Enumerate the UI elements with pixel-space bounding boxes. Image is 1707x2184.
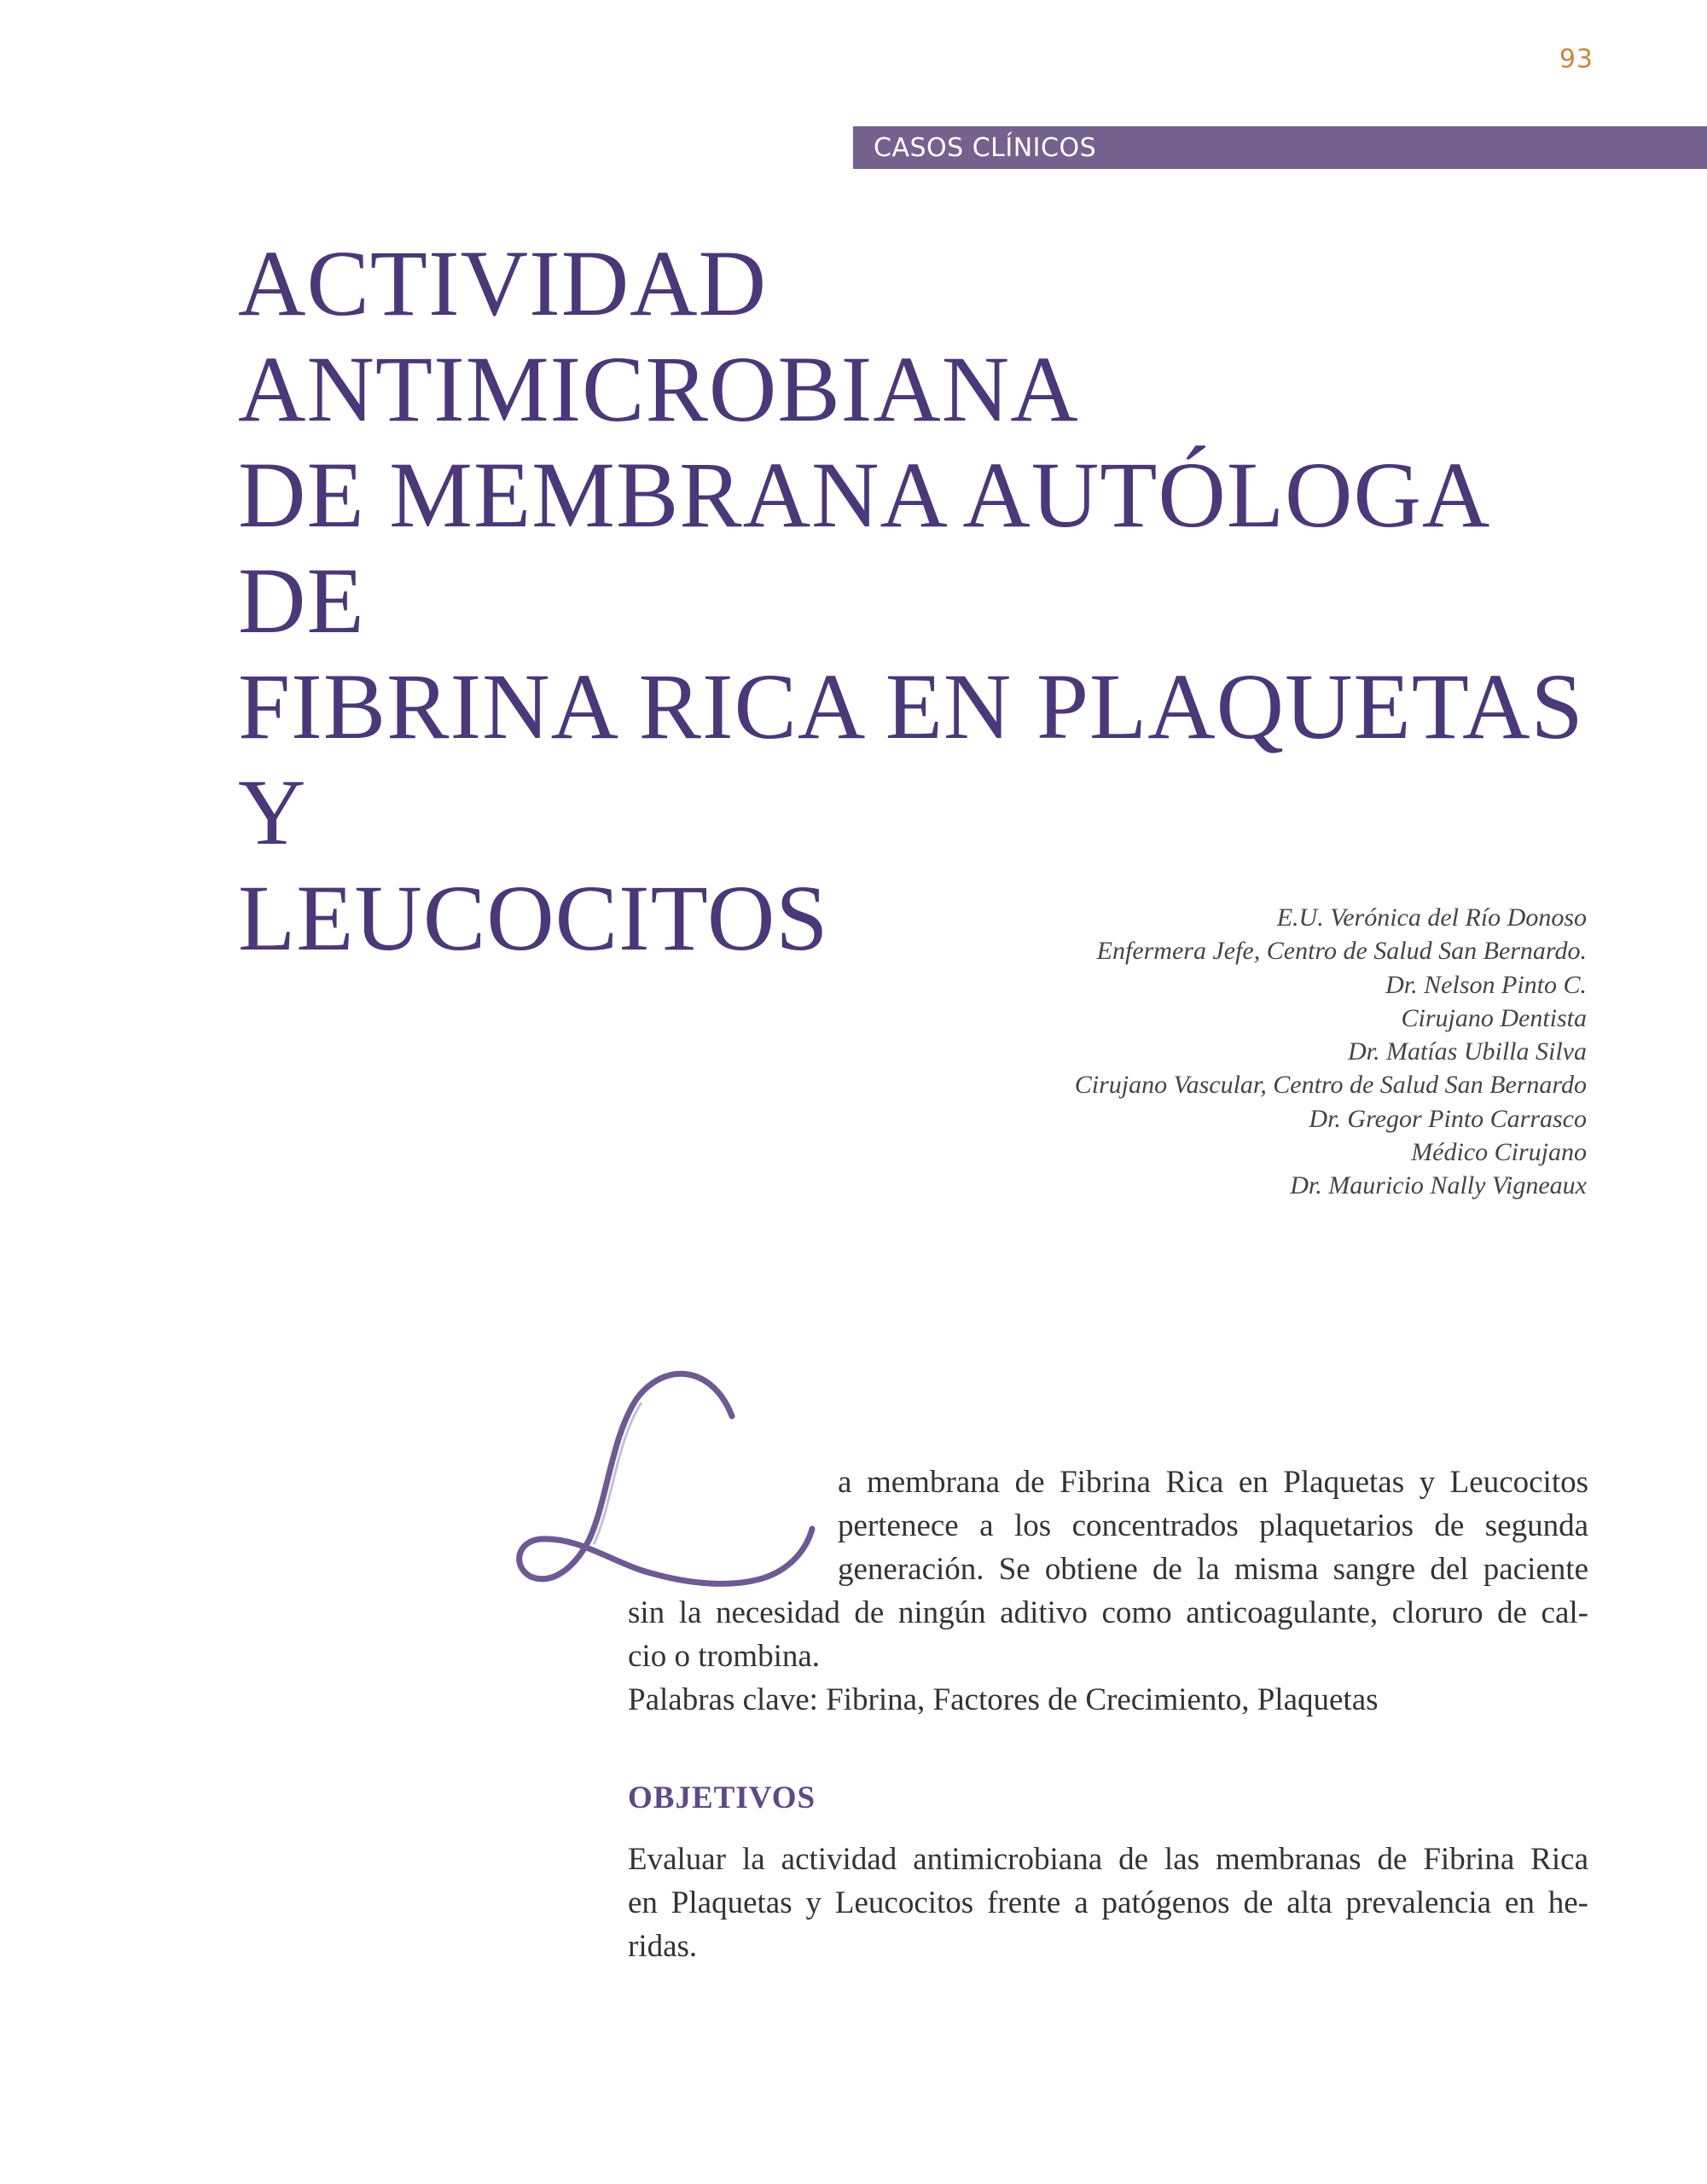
author-line: Cirujano Vascular, Centro de Salud San Bernardo (1074, 1071, 1587, 1100)
author-line: Dr. Gregor Pinto Carrasco (1309, 1104, 1587, 1133)
section-label: CASOS CLÍNICOS (874, 133, 1097, 163)
objetivos-paragraph (628, 1838, 1588, 1968)
keywords-line: Palabras clave: Fibrina, Factores de Crecimiento, Plaquetas (628, 1682, 1379, 1717)
author-line: Enfermera Jefe, Centro de Salud San Bernardo. (1096, 937, 1587, 966)
article-title (238, 230, 1603, 971)
author-line: Dr. Mauricio Nally Vigneaux (1290, 1171, 1587, 1200)
intro-line: generación. Se obtiene de la misma sangre del paciente (838, 1552, 1588, 1587)
intro-line: pertenece a los concentrados plaquetarios de segunda (838, 1508, 1588, 1543)
objetivos-line: ridas. (628, 1929, 698, 1964)
title-line: DE MEMBRANA AUTÓLOGA DE (238, 443, 1486, 653)
objetivos-line: Evaluar la actividad antimicrobiana de las membranas de Fibrina Rica (628, 1842, 1588, 1877)
author-line: Médico Cirujano (1411, 1138, 1587, 1167)
objetivos-line: en Plaquetas y Leucocitos frente a patógenos de alta prevalencia en he- (628, 1885, 1588, 1920)
author-line: E.U. Verónica del Río Donoso (1276, 903, 1587, 932)
section-heading-objetivos: OBJETIVOS (628, 1780, 816, 1815)
intro-line: a membrana de Fibrina Rica en Plaquetas y Leucocitos (838, 1465, 1588, 1500)
page-number: 93 (1559, 44, 1594, 74)
author-line: Cirujano Dentista (1401, 1003, 1587, 1032)
title-line: FIBRINA RICA EN PLAQUETAS Y (238, 654, 1584, 864)
title-line: LEUCOCITOS (238, 866, 829, 970)
title-line: ACTIVIDAD ANTIMICROBIANA (238, 231, 1079, 441)
intro-line: cio o trombina. (628, 1639, 821, 1674)
author-line: Dr. Nelson Pinto C. (1385, 970, 1587, 999)
intro-line: sin la necesidad de ningún aditivo como anticoagulante, cloruro de cal- (628, 1595, 1588, 1630)
author-list (1075, 901, 1587, 1203)
author-line: Dr. Matías Ubilla Silva (1347, 1037, 1587, 1066)
section-band (853, 126, 1707, 169)
intro-paragraph (628, 1461, 1588, 1722)
